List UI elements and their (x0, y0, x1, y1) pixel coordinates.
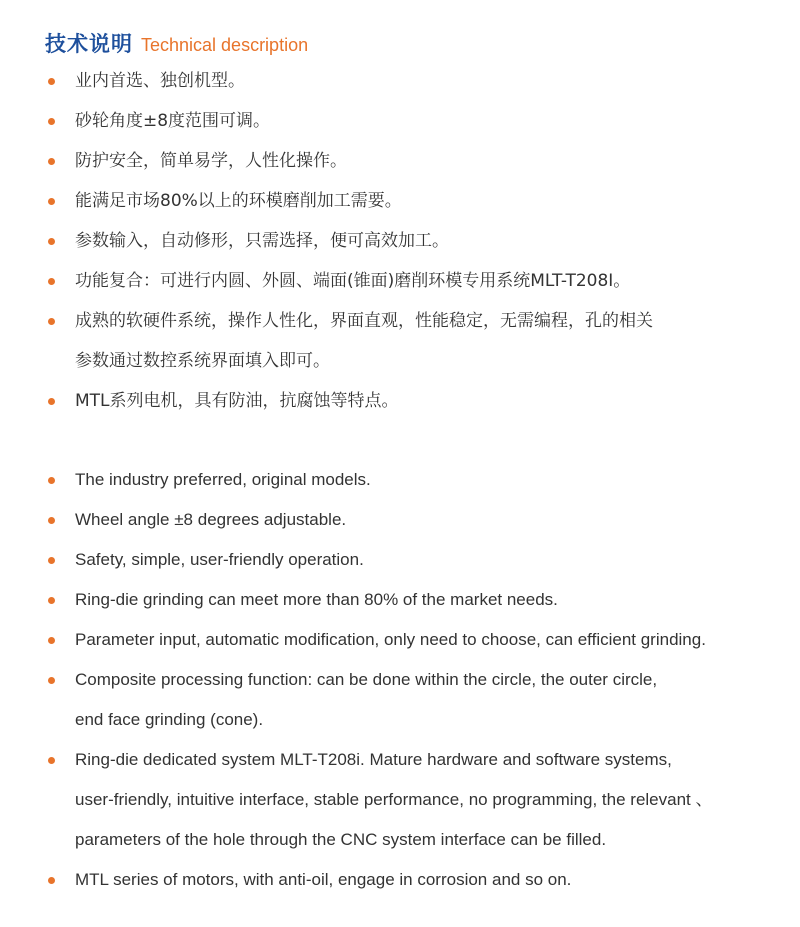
zh-list-item (0, 228, 800, 255)
chinese-feature-list (0, 68, 800, 428)
en-item-text: Ring-die grinding can meet more than 80% of the market needs. (75, 590, 558, 609)
en-list-item (0, 547, 800, 573)
zh-item-text: 参数通过数控系统界面填入即可。 (75, 351, 330, 371)
bullet-dot-icon (48, 318, 55, 325)
zh-list-item (0, 68, 800, 95)
bullet-dot-icon (48, 198, 55, 205)
zh-item-text: 砂轮角度±8度范围可调。 (75, 111, 271, 131)
bullet-dot-icon (48, 477, 55, 484)
zh-list-item (0, 108, 800, 135)
bullet-dot-icon (48, 158, 55, 165)
bullet-dot-icon (48, 597, 55, 604)
bullet-dot-icon (48, 398, 55, 405)
zh-item-text: 功能复合：可进行内圆、外圆、端面(锥面)磨削环模专用系统MLT-T208I。 (75, 271, 631, 291)
en-item-text: Composite processing function: can be done within the circle, the outer circle, (75, 670, 658, 689)
bullet-dot-icon (48, 557, 55, 564)
zh-list-item (0, 268, 800, 295)
en-list-item (0, 627, 800, 653)
en-list-item (0, 747, 800, 853)
en-item-text: user-friendly, intuitive interface, stable performance, no programming, the relevant 、 (75, 790, 713, 809)
bullet-dot-icon (48, 877, 55, 884)
en-item-text: MTL series of motors, with anti-oil, engage in corrosion and so on. (75, 870, 572, 889)
heading-chinese: 技术说明 (45, 32, 133, 56)
zh-item-text: MTL系列电机，具有防油，抗腐蚀等特点。 (75, 391, 399, 411)
bullet-dot-icon (48, 278, 55, 285)
en-list-item (0, 587, 800, 613)
bullet-dot-icon (48, 78, 55, 85)
en-item-text: Wheel angle ±8 degrees adjustable. (75, 510, 347, 529)
zh-item-text: 能满足市场80%以上的环模磨削加工需要。 (75, 191, 402, 211)
zh-list-item (0, 188, 800, 215)
bullet-dot-icon (48, 677, 55, 684)
zh-list-item (0, 388, 800, 415)
en-item-text: Ring-die dedicated system MLT-T208i. Mature hardware and software systems, (75, 750, 672, 769)
en-item-text: Safety, simple, user-friendly operation. (75, 550, 364, 569)
en-list-item (0, 507, 800, 533)
section-heading (45, 28, 308, 58)
english-feature-list (0, 467, 800, 907)
zh-item-text: 成熟的软硬件系统，操作人性化，界面直观，性能稳定，无需编程，孔的相关 (75, 311, 653, 331)
en-item-text: Parameter input, automatic modification, only need to choose, can efficient grinding. (75, 630, 706, 649)
heading-english: Technical description (141, 35, 309, 55)
en-item-text: The industry preferred, original models. (75, 470, 371, 489)
bullet-dot-icon (48, 757, 55, 764)
en-list-item (0, 867, 800, 893)
zh-item-text: 参数输入，自动修形，只需选择，便可高效加工。 (75, 231, 449, 251)
bullet-dot-icon (48, 238, 55, 245)
zh-list-item (0, 148, 800, 175)
en-list-item (0, 667, 800, 733)
bullet-dot-icon (48, 517, 55, 524)
zh-item-text: 防护安全，简单易学，人性化操作。 (75, 151, 347, 171)
en-list-item (0, 467, 800, 493)
en-item-text: parameters of the hole through the CNC system interface can be filled. (75, 830, 607, 849)
zh-item-text: 业内首选、独创机型。 (75, 71, 245, 91)
en-item-text: end face grinding (cone). (75, 710, 264, 729)
bullet-dot-icon (48, 118, 55, 125)
zh-list-item (0, 308, 800, 375)
bullet-dot-icon (48, 637, 55, 644)
